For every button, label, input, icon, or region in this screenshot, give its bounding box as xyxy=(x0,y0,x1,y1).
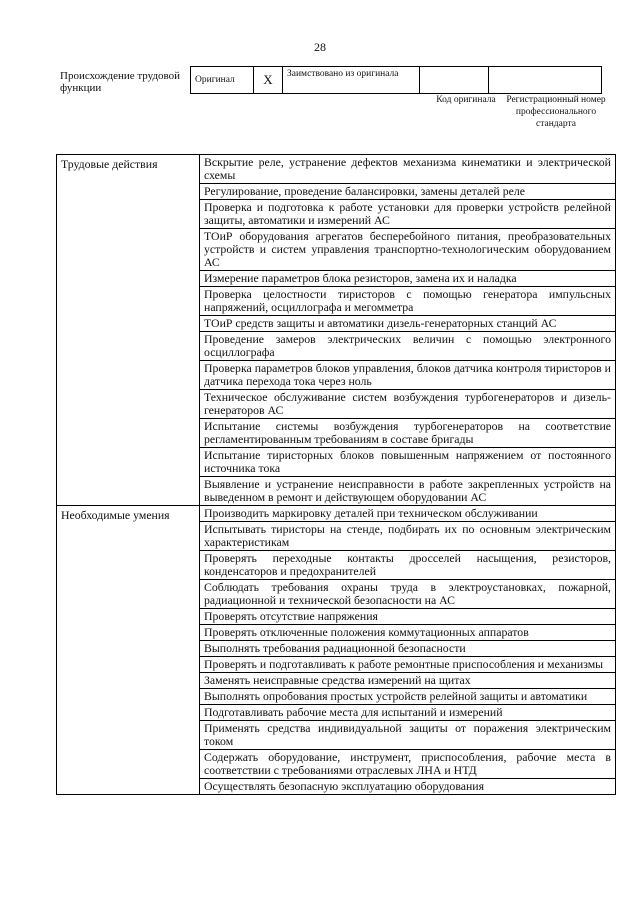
origin-table xyxy=(190,66,602,94)
list-item: Проведение замеров электрических величин с помощью электронного осциллографа xyxy=(200,332,616,361)
list-item: Содержать оборудование, инструмент, приспособления, рабочие места в соответствии с требованиями отраслевых ЛНА и НТД xyxy=(200,750,616,779)
page-number: 28 xyxy=(314,40,326,54)
reg-number-label: Регистрационный номер профессионального стандарта xyxy=(506,95,606,129)
list-item: Осуществлять безопасную эксплуатацию оборудования xyxy=(200,779,616,795)
list-item: ТОиР средств защиты и автоматики дизель-генераторных станций АС xyxy=(200,316,616,332)
list-item: Испытание системы возбуждения турбогенераторов на соответствие регламентированным требованиям в составе бригады xyxy=(200,419,616,448)
list-item: Проверять и подготавливать к работе ремонтные приспособления и механизмы xyxy=(200,657,616,673)
list-item: Производить маркировку деталей при техническом обслуживании xyxy=(200,506,616,522)
list-item: Проверка и подготовка к работе установки для проверки устройств релейной защиты, автоматики и измерений АС xyxy=(200,200,616,229)
list-item: Регулирование, проведение балансировки, замены деталей реле xyxy=(200,184,616,200)
code-cell xyxy=(420,67,489,94)
original-mark: X xyxy=(254,67,283,94)
list-item: Проверять переходные контакты дросселей насыщения, резисторов, конденсаторов и предохранителей xyxy=(200,551,616,580)
origin-label: Происхождение трудовой функции xyxy=(60,70,181,94)
list-item: Заменять неисправные средства измерений на щитах xyxy=(200,673,616,689)
table-row xyxy=(57,155,616,184)
section-title: Трудовые действия xyxy=(57,155,200,506)
list-item: Применять средства индивидуальной защиты от поражения электрическим током xyxy=(200,721,616,750)
list-item: Проверять отсутствие напряжения xyxy=(200,609,616,625)
list-item: Выполнять опробования простых устройств релейной защиты и автоматики xyxy=(200,689,616,705)
list-item: Выполнять требования радиационной безопасности xyxy=(200,641,616,657)
list-item: ТОиР оборудования агрегатов бесперебойного питания, преобразовательных устройств и систем управления транспортно-технологическим оборудованием АС xyxy=(200,229,616,271)
reg-number-cell xyxy=(489,67,602,94)
code-label: Код оригинала xyxy=(436,95,496,105)
list-item: Проверять отключенные положения коммутационных аппаратов xyxy=(200,625,616,641)
list-item: Соблюдать требования охраны труда в электроустановках, пожарной, радиационной и технической безопасности на АС xyxy=(200,580,616,609)
list-item: Испытывать тиристоры на стенде, подбирать их по основным электрическим характеристикам xyxy=(200,522,616,551)
list-item: Измерение параметров блока резисторов, замена их и наладка xyxy=(200,271,616,287)
list-item: Техническое обслуживание систем возбуждения турбогенераторов и дизель-генераторов АС xyxy=(200,390,616,419)
list-item: Проверка параметров блоков управления, блоков датчика контроля тиристоров и датчика перехода тока через ноль xyxy=(200,361,616,390)
functions-table xyxy=(56,154,616,795)
list-item: Испытание тиристорных блоков повышенным напряжением от постоянного источника тока xyxy=(200,448,616,477)
borrowed-cell: Заимствовано из оригинала xyxy=(283,67,420,94)
list-item: Вскрытие реле, устранение дефектов механизма кинематики и электрической схемы xyxy=(200,155,616,184)
list-item: Проверка целостности тиристоров с помощью генератора импульсных напряжений, осциллографа и мегомметра xyxy=(200,287,616,316)
list-item: Выявление и устранение неисправности в работе закрепленных устройств на выведенном в ремонт и действующем оборудовании АС xyxy=(200,477,616,506)
list-item: Подготавливать рабочие места для испытаний и измерений xyxy=(200,705,616,721)
section-title: Необходимые умения xyxy=(57,506,200,795)
table-row xyxy=(57,506,616,522)
original-cell: Оригинал xyxy=(191,67,254,94)
